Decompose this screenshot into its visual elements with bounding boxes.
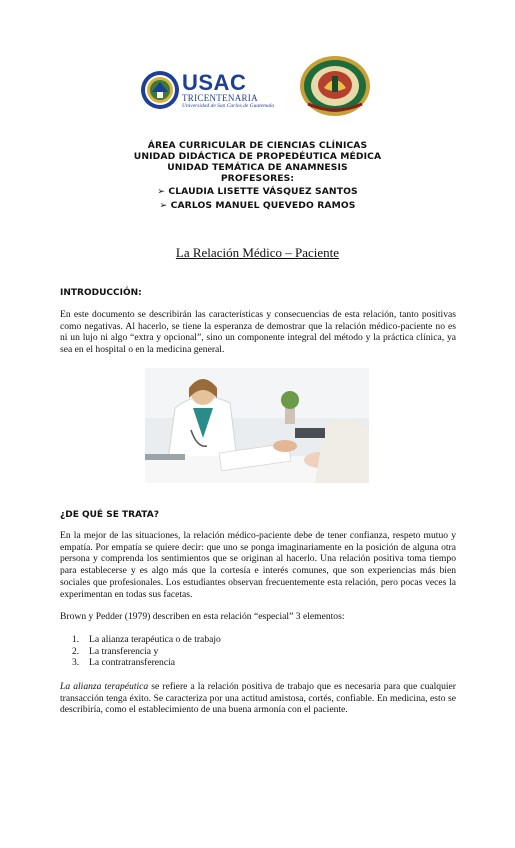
alliance-term: La alianza terapéutica [60,681,149,692]
alliance-text: se refiere a la relación positiva de trabajo que es necesaria para que cualquier transacción tenga éxito. Se caracteriza por una actitud amistosa, cortés, confiable. En medicina, esto se describiría, como el establecimiento de una buena armonía con el paciente. [60,681,456,716]
usac-logo [140,70,275,112]
doctor-patient-photo [145,368,369,483]
intro-paragraph: En este documento se describirán las características y consecuencias de esta relación, tanto positivas como negativas. Al hacerlo, se tiene la esperanza de demostrar que la relación médico-paciente no es ni un lujo ni algo “extra y opcional”, sino un componente integral del método y la práctica clínica, ya sea en el hospital o en la medicina general. [60,309,456,356]
elements-list [72,634,221,669]
professor-name: ➢ CARLOS MANUEL QUEVEDO RAMOS [159,200,356,211]
header-line-theme: UNIDAD TEMÁTICA DE ANAMNESIS [167,162,348,173]
list-item: 1. La alianza terapéutica o de trabajo [72,634,221,645]
brown-paragraph: Brown y Pedder (1979) describen en esta relación “especial” 3 elementos: [60,611,345,622]
list-item: 3. La contratransferencia [72,657,176,669]
about-paragraph: En la mejor de las situaciones, la relación médico-paciente debe de tener confianza, respeto mutuo y empatía. Por empatía se quiere decir: que uno se ponga imaginariamente en la posición de alguna otra persona y comprenda los sentimientos que se originan al hacerlo. Una relación positiva toma tiempo para establecerse y es algo más que la cortesía e interés comunes, que son experiencias más bien sociales que profesionales. Los estudiantes observan frecuentemente esta relación, pero pocas veces la experimentan en todas sus facetas. [60,530,456,600]
section-heading-intro: INTRODUCCIÓN: [60,288,142,298]
document-title: La Relación Médico – Paciente [175,245,340,260]
faculty-seal-icon [298,54,372,118]
section-heading-about: ¿DE QUÉ SE TRATA? [60,510,159,520]
usac-tricentenaria: TRICENTENARIA [182,93,258,103]
header-line-professors: PROFESORES: [220,173,295,184]
header-line-unit: UNIDAD DIDÁCTICA DE PROPEDÉUTICA MÉDICA [133,151,382,162]
professor-name: ➢ CLAUDIA LISETTE VÁSQUEZ SANTOS [157,186,358,197]
usac-wordmark: USAC [182,70,247,95]
alliance-paragraph [60,681,456,716]
list-item: 2. La transferencia y [72,645,159,657]
header-line-area: ÁREA CURRICULAR DE CIENCIAS CLÍNICAS [147,140,368,151]
usac-seal-icon [140,70,180,110]
usac-subtitle: Universidad de San Carlos de Guatemala [182,103,275,109]
